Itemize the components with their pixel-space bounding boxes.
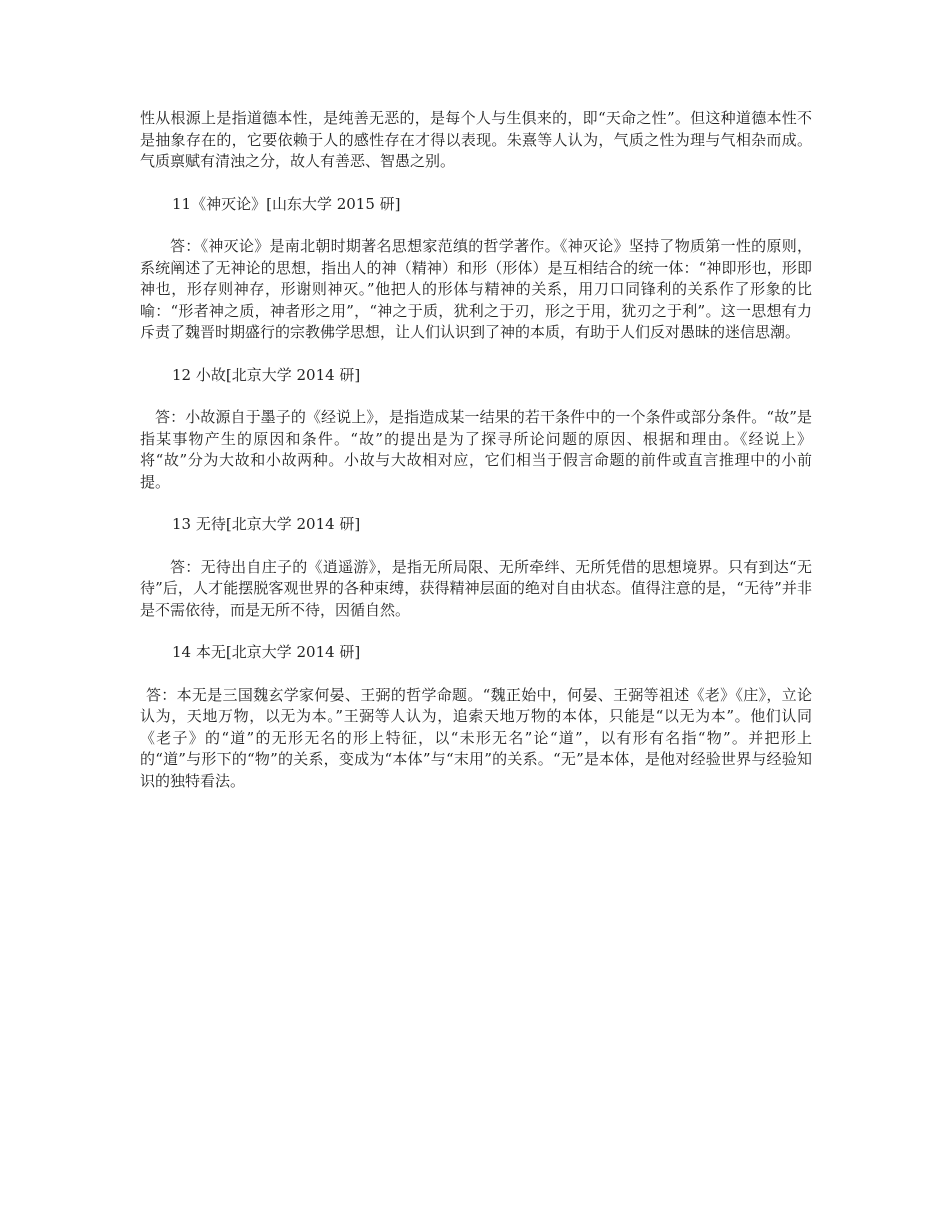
entry-answer-14: 答：本无是三国魏玄学家何晏、王弼的哲学命题。“魏正始中，何晏、王弼等祖述《老》《庄》，立论认为，天地万物，以无为本。”王弼等人认为，追索天地万物的本体，只能是“以无为本”。他们认同《老子》的“道”的无形无名的形上特征，以“未形无名”论“道”，以有形有名指“物”。并把形上的“道”与形下的“物”的关系，变成为“本体”与“末用”的关系。“无”是本体，是他对经验世界与经验知识的独特看法。	[140, 685, 812, 790]
entry-answer-11: 答：《神灭论》是南北朝时期著名思想家范缜的哲学著作。《神灭论》坚持了物质第一性的原则，系统阐述了无神论的思想，指出人的神（精神）和形（形体）是互相结合的统一体：“神即形也，形即神也，形存则神存，形谢则神灭。”他把人的形体与精神的关系，用刀口同锋利的关系作了形象的比喻：“形者神之质，神者形之用”，“神之于质，犹利之于刃，形之于用，犹刃之于利”。这一思想有力斥责了魏晋时期盛行的宗教佛学思想，让人们认识到了神的本质，有助于人们反对愚昧的迷信思潮。	[140, 237, 812, 341]
intro-paragraph: 性从根源上是指道德本性，是纯善无恶的，是每个人与生俱来的，即“天命之性”。但这种道德本性不是抽象存在的，它要依赖于人的感性存在才得以表现。朱熹等人认为，气质之性为理与气相杂而成。气质禀赋有清浊之分，故人有善恶、智愚之别。	[140, 109, 812, 170]
entry-heading-14: 14 本无[北京大学 2014 研]	[172, 643, 361, 661]
entry-answer-12: 答：小故源自于墨子的《经说上》，是指造成某一结果的若干条件中的一个条件或部分条件。“故”是指某事物产生的原因和条件。“故”的提出是为了探寻所论问题的原因、根据和理由。《经说上》将“故”分为大故和小故两种。小故与大故相对应，它们相当于假言命题的前件或直言推理中的小前提。	[140, 408, 812, 491]
document-body	[140, 108, 812, 792]
entry-answer-13: 答：无待出自庄子的《逍遥游》，是指无所局限、无所牵绊、无所凭借的思想境界。只有到达“无待”后，人才能摆脱客观世界的各种束缚，获得精神层面的绝对自由状态。值得注意的是，“无待”并非是不需依待，而是无所不待，因循自然。	[140, 557, 812, 619]
entry-heading-13: 13 无待[北京大学 2014 研]	[172, 515, 361, 533]
entry-heading-12: 12 小故[北京大学 2014 研]	[172, 365, 361, 384]
entry-heading-11: 11《神灭论》[山东大学 2015 研]	[172, 194, 401, 213]
